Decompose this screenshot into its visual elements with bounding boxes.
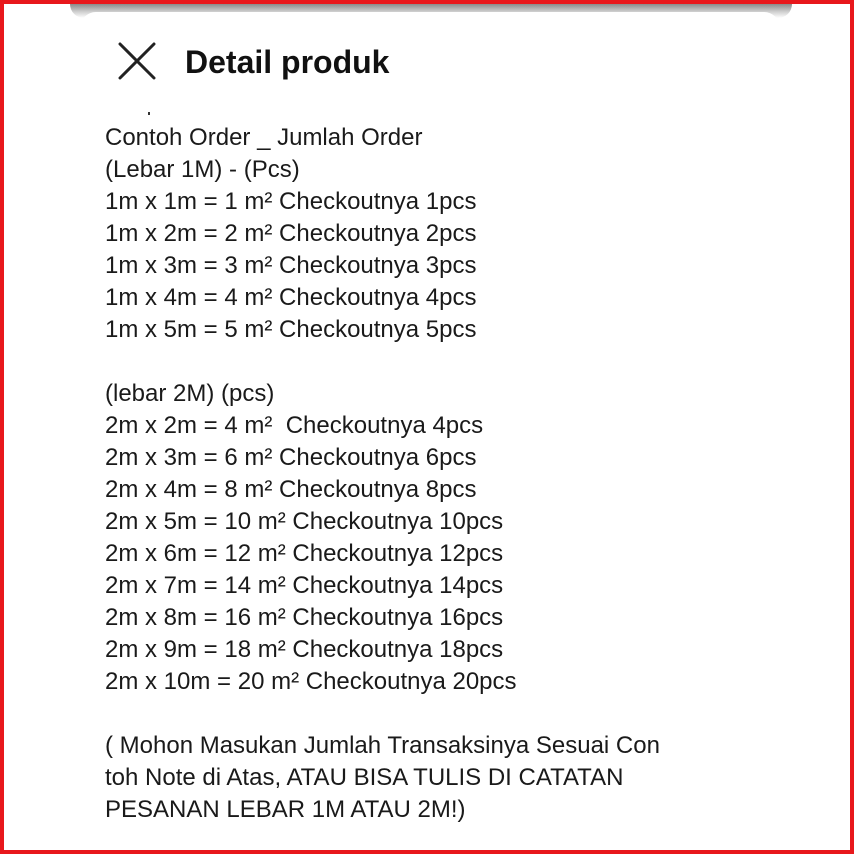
description-line: 1m x 5m = 5 m² Checkoutnya 5pcs — [105, 316, 477, 343]
description-line: toh Note di Atas, ATAU BISA TULIS DI CATATAN — [105, 764, 624, 791]
description-line: 2m x 2m = 4 m² Checkoutnya 4pcs — [105, 412, 484, 439]
description-line: 2m x 9m = 18 m² Checkoutnya 18pcs — [105, 636, 504, 663]
description-blank-line — [105, 346, 765, 378]
description-line: Contoh Order _ Jumlah Order — [105, 124, 423, 151]
description-line: 2m x 5m = 10 m² Checkoutnya 10pcs — [105, 508, 504, 535]
description-line: 1m x 1m = 1 m² Checkoutnya 1pcs — [105, 188, 477, 215]
product-description — [105, 122, 765, 826]
description-line: 1m x 3m = 3 m² Checkoutnya 3pcs — [105, 252, 477, 279]
description-line: 2m x 8m = 16 m² Checkoutnya 16pcs — [105, 604, 504, 631]
description-line: 1m x 2m = 2 m² Checkoutnya 2pcs — [105, 220, 477, 247]
description-line: 2m x 10m = 20 m² Checkoutnya 20pcs — [105, 668, 517, 695]
description-line: 1m x 4m = 4 m² Checkoutnya 4pcs — [105, 284, 477, 311]
description-blank-line — [105, 698, 765, 730]
description-line: PESANAN LEBAR 1M ATAU 2M!) — [105, 796, 466, 823]
description-line: 2m x 7m = 14 m² Checkoutnya 14pcs — [105, 572, 504, 599]
stray-mark — [148, 112, 150, 115]
close-icon — [112, 38, 160, 86]
description-line: 2m x 4m = 8 m² Checkoutnya 8pcs — [105, 476, 477, 503]
description-line: 2m x 6m = 12 m² Checkoutnya 12pcs — [105, 540, 504, 567]
description-line: 2m x 3m = 6 m² Checkoutnya 6pcs — [105, 444, 477, 471]
close-button[interactable] — [112, 38, 160, 86]
page-title: Detail produk — [185, 44, 390, 80]
description-line: (lebar 2M) (pcs) — [105, 380, 275, 407]
description-line: ( Mohon Masukan Jumlah Transaksinya Sesuai Con — [105, 732, 660, 759]
description-line: (Lebar 1M) - (Pcs) — [105, 156, 300, 183]
